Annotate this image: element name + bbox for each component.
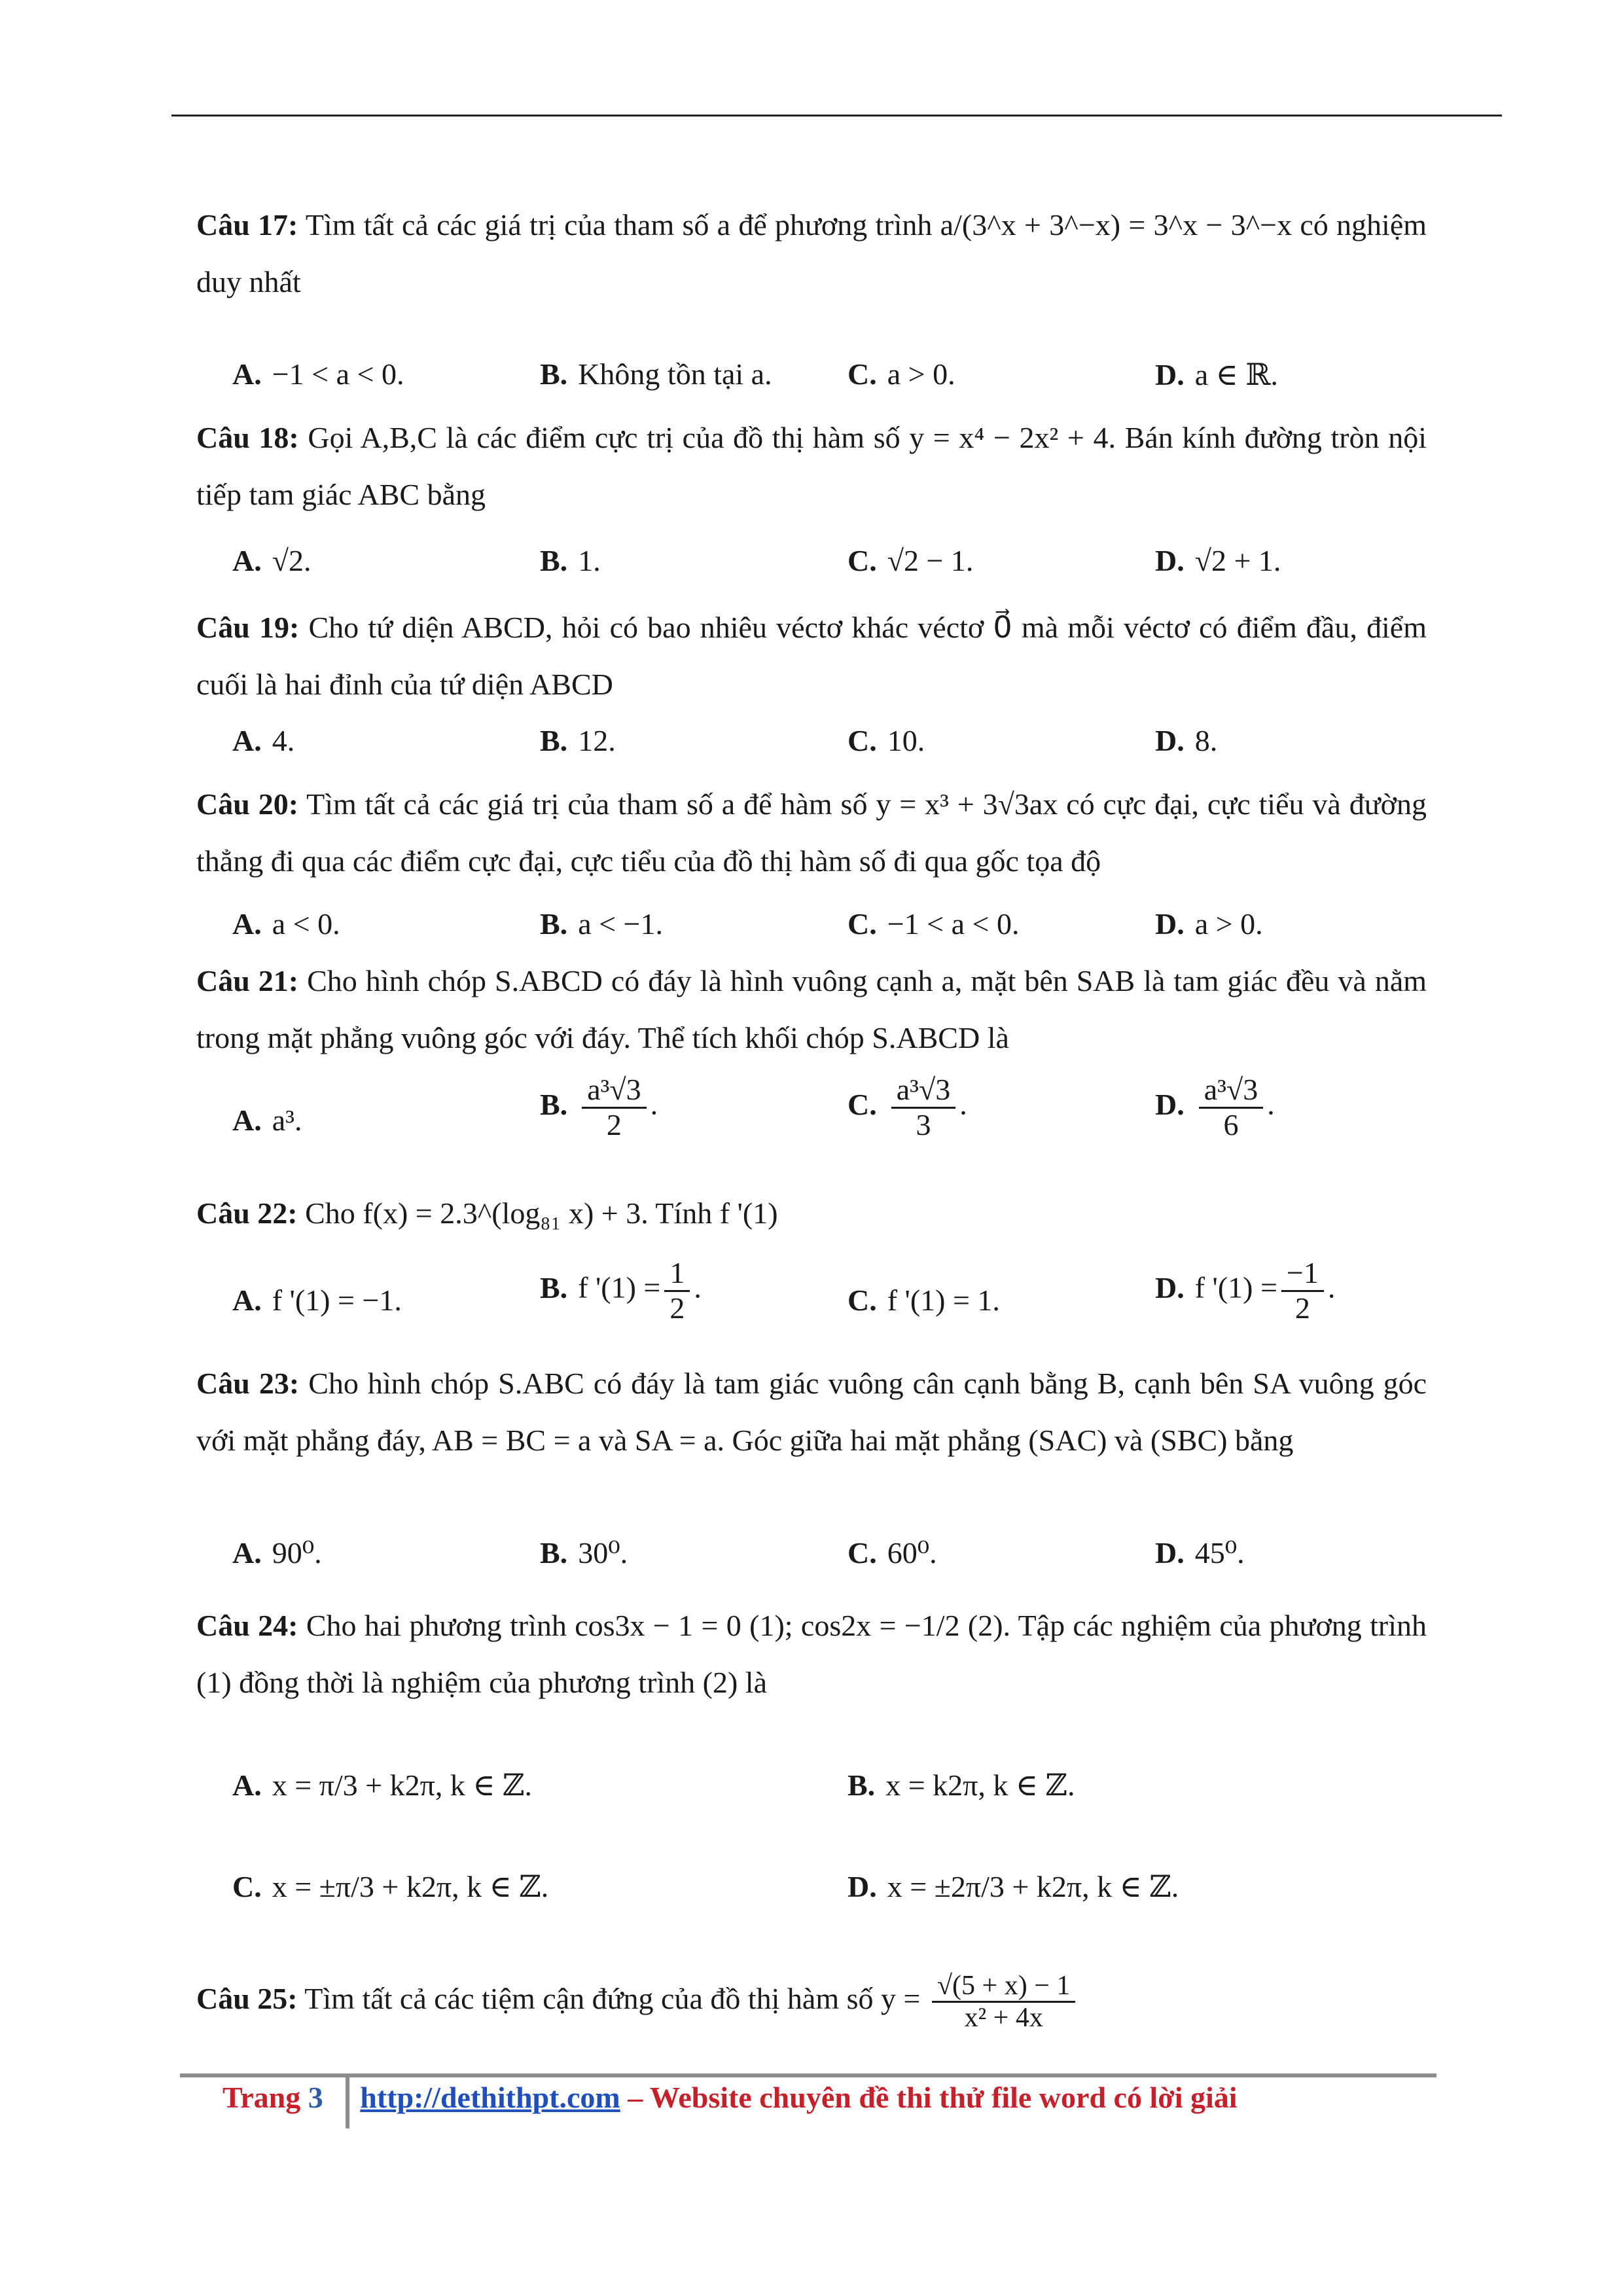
question-19: Câu 19: Cho tứ diện ABCD, hỏi có bao nhiêu véctơ khác véctơ 0⃗ mà mỗi véctơ có điểm đầu, điểm cuối là hai đỉnh của tứ diện ABCD: [196, 611, 1427, 702]
answer-option: A. 4.: [232, 724, 295, 757]
answers-22: [232, 1257, 1430, 1348]
question-24: Câu 24: Cho hai phương trình cos3x − 1 = 0 (1); cos2x = −1/2 (2). Tập các nghiệm của phương trình (1) đồng thời là nghiệm của phương trình (2) là: [196, 1609, 1427, 1700]
answer-option: D. 45⁰.: [1155, 1536, 1245, 1570]
question-20: Câu 20: Tìm tất cả các giá trị của tham số a để hàm số y = x³ + 3√3ax có cực đại, cực tiểu và đường thẳng đi qua các điểm cực đại, cực tiểu của đồ thị hàm số đi qua gốc tọa độ: [196, 787, 1427, 878]
answer-option: C. $\frac{\text{a³√3}}{3}$ .: [847, 1073, 967, 1141]
answer-option: C. −1 < a < 0.: [847, 907, 1020, 941]
answers-24-row1: [232, 1767, 1430, 1826]
website-link[interactable]: http://dethithpt.com: [360, 2081, 620, 2114]
answer-option: C. a > 0.: [847, 357, 955, 391]
page-footer: [223, 2080, 1238, 2115]
page-label: Trang: [223, 2081, 301, 2114]
answers-23: [232, 1535, 1430, 1594]
answer-option: A. a³.: [232, 1103, 302, 1137]
answer-option: C. √2 − 1.: [847, 544, 974, 577]
answer-option: D. $\frac{\text{a³√3}}{6}$ .: [1155, 1073, 1275, 1141]
answer-option: B. 12.: [540, 724, 616, 757]
question-text: Tìm tất cả các giá trị của tham số a để hàm số y = x³ + 3√3ax có cực đại, cực tiểu và đường thẳng đi qua các điểm cực đại, cực tiểu của đồ thị hàm số đi qua gốc tọa độ: [196, 787, 1427, 878]
answer-option: C. f '(1) = 1.: [847, 1283, 1000, 1317]
answer-option: D. a ∈ ℝ.: [1155, 358, 1278, 391]
question-label: Câu 17:: [196, 208, 298, 242]
answer-option: B. $\frac{\text{a³√3}}{2}$ .: [540, 1073, 658, 1141]
question-23: Câu 23: Cho hình chóp S.ABC có đáy là tam giác vuông cân cạnh bằng B, cạnh bên SA vuông góc với mặt phẳng đáy, AB = BC = a và SA = a. Góc giữa hai mặt phẳng (SAC) và (SBC) bằng: [196, 1367, 1427, 1458]
question-21: Câu 21: Cho hình chóp S.ABCD có đáy là hình vuông cạnh a, mặt bên SAB là tam giác đều và nằm trong mặt phẳng vuông góc với đáy. Thể tích khối chóp S.ABCD là: [196, 964, 1427, 1055]
answer-option: A. x = π/3 + k2π, k ∈ ℤ.: [232, 1768, 532, 1802]
question-18: Câu 18: Gọi A,B,C là các điểm cực trị của đồ thị hàm số y = x⁴ − 2x² + 4. Bán kính đường tròn nội tiếp tam giác ABC bằng: [196, 421, 1427, 512]
answer-option: C. 60⁰.: [847, 1536, 937, 1570]
answer-option: A. 90⁰.: [232, 1536, 322, 1570]
answer-option: A. f '(1) = −1.: [232, 1283, 402, 1317]
question-text-tail: có nghiệm duy nhất: [196, 208, 1427, 299]
answers-21: [232, 1073, 1430, 1165]
question-text: Cho f(x) = 2.3^(log₈₁ x) + 3. Tính f '(1): [305, 1196, 778, 1230]
question-text: Tìm tất cả các giá trị của tham số a để phương trình: [305, 208, 933, 242]
page-number: 3: [308, 2081, 323, 2114]
answers-24-row2: [232, 1869, 1430, 1928]
question-25: Câu 25: Tìm tất cả các tiệm cận đứng của đồ thị hàm số y = $\frac{√(5 + x) - 1}{\text{x² + 4x}}$: [196, 1970, 1427, 2033]
answer-option: A. −1 < a < 0.: [232, 357, 404, 391]
answer-option: C. 10.: [847, 724, 925, 757]
answers-19: [232, 723, 1430, 782]
answer-option: B. x = k2π, k ∈ ℤ.: [847, 1768, 1075, 1802]
answer-option: C. x = ±π/3 + k2π, k ∈ ℤ.: [232, 1870, 549, 1903]
answer-option: D. x = ±2π/3 + k2π, k ∈ ℤ.: [847, 1870, 1179, 1903]
question-17: [196, 196, 1427, 311]
footer-tagline: – Website chuyên đề thi thử file word có lời giải: [620, 2081, 1238, 2114]
answers-18: [232, 543, 1430, 602]
answer-option: A. a < 0.: [232, 907, 340, 941]
answer-option: B. f '(1) = $\frac{1}{2}$ .: [540, 1256, 702, 1325]
answers-17: [232, 357, 1430, 416]
question-text: Gọi A,B,C là các điểm cực trị của đồ thị hàm số y = x⁴ − 2x² + 4. Bán kính đường tròn nội tiếp tam giác ABC bằng: [196, 421, 1427, 512]
question-formula: a/(3^x + 3^−x) = 3^x − 3^−x: [940, 208, 1293, 242]
answer-option: D. 8.: [1155, 724, 1218, 757]
question-text: Tìm tất cả các tiệm cận đứng của đồ thị hàm số: [304, 1982, 874, 2015]
answer-option: B. a < −1.: [540, 907, 663, 941]
answer-option: B. 1.: [540, 544, 601, 577]
answer-option: B. 30⁰.: [540, 1536, 628, 1570]
answer-option: B. Không tồn tại a.: [540, 357, 772, 391]
answer-option: A. √2.: [232, 544, 312, 577]
top-rule: [171, 115, 1502, 117]
question-text: Cho hai phương trình cos3x − 1 = 0 (1); cos2x = −1/2 (2). Tập các nghiệm của phương trình (1) đồng thời là nghiệm của phương trình (2) là: [196, 1609, 1427, 1700]
question-text: Cho hình chóp S.ABC có đáy là tam giác vuông cân cạnh bằng B, cạnh bên SA vuông góc với mặt phẳng đáy, AB = BC = a và SA = a. Góc giữa hai mặt phẳng (SAC) và (SBC) bằng: [196, 1367, 1427, 1458]
answer-option: D. a > 0.: [1155, 907, 1263, 941]
question-22: Câu 22: Cho f(x) = 2.3^(log₈₁ x) + 3. Tính f '(1): [196, 1196, 778, 1230]
question-text: Cho tứ diện ABCD, hỏi có bao nhiêu véctơ khác véctơ 0⃗ mà mỗi véctơ có điểm đầu, điểm cuối là hai đỉnh của tứ diện ABCD: [196, 611, 1427, 702]
answer-option: D. √2 + 1.: [1155, 544, 1281, 577]
question-text: Cho hình chóp S.ABCD có đáy là hình vuông cạnh a, mặt bên SAB là tam giác đều và nằm trong mặt phẳng vuông góc với đáy. Thể tích khối chóp S.ABCD là: [196, 964, 1427, 1055]
footer-rule: [180, 2073, 1436, 2077]
answer-option: D. f '(1) = $\frac{-1}{2}$ .: [1155, 1256, 1336, 1325]
